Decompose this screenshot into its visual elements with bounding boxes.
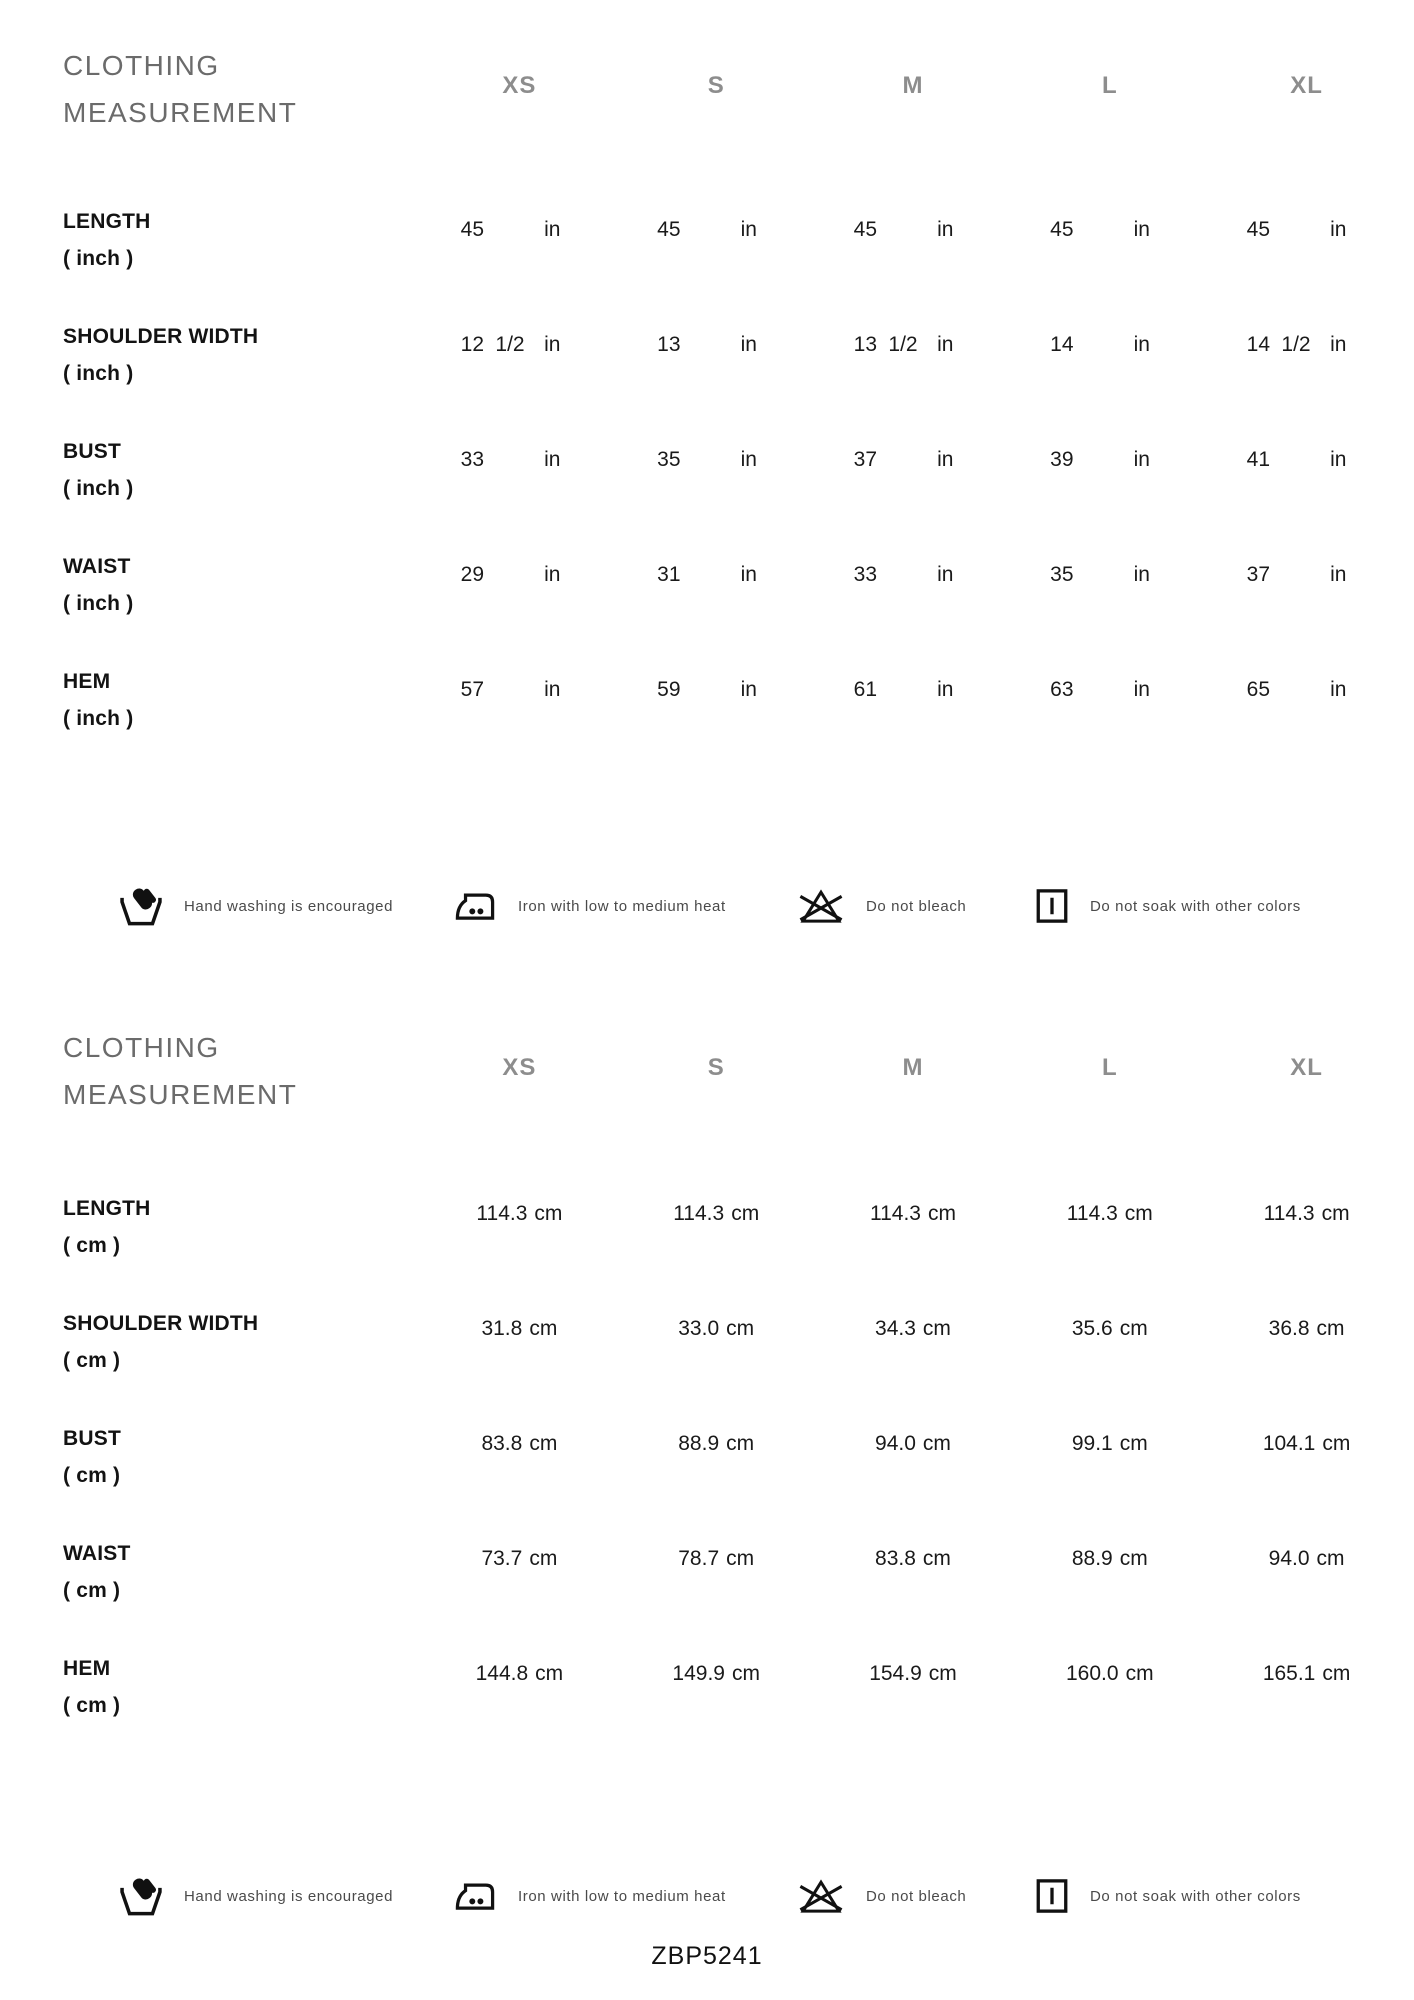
care-item-iron [452, 1873, 726, 1919]
do-not-soak-icon [1034, 1874, 1070, 1918]
value-unit: in [1133, 448, 1150, 471]
value-unit: cm [529, 1547, 558, 1570]
value-number: 88.9 [678, 1432, 720, 1455]
care-item-do-not-soak [1034, 1873, 1301, 1919]
measurement-cell [1011, 1547, 1208, 1571]
value-unit: in [1133, 218, 1150, 241]
measurement-cell [618, 1662, 815, 1686]
measurement-cell [1208, 1662, 1405, 1686]
care-label: Iron with low to medium heat [518, 1887, 726, 1905]
size-header-xl: XL [1290, 1054, 1323, 1081]
value-unit: in [1330, 218, 1347, 241]
care-instructions-row [0, 1873, 1414, 1919]
measurement-cell [815, 1317, 1012, 1341]
title-line-2: MEASUREMENT [63, 1079, 298, 1110]
row-label-unit: ( cm ) [63, 1579, 121, 1602]
value-unit: cm [731, 1662, 760, 1685]
value-fraction [681, 563, 733, 587]
value-unit: cm [726, 1317, 755, 1340]
value-unit: in [740, 448, 757, 471]
measurement-cell [421, 1432, 618, 1456]
value-number: 88.9 [1071, 1547, 1113, 1570]
value-number: 45 [460, 218, 484, 241]
value-unit: in [937, 333, 954, 356]
measurement-cell [1011, 1202, 1208, 1226]
row-label [63, 548, 133, 622]
row-label-name: HEM [63, 670, 111, 693]
row-label [63, 203, 151, 277]
value-fraction [877, 448, 929, 472]
measurement-cell [421, 1202, 618, 1226]
value-unit: cm [1125, 1662, 1154, 1685]
row-values [372, 563, 1355, 587]
value-number: 35.6 [1071, 1317, 1113, 1340]
product-code: ZBP5241 [651, 1942, 763, 1970]
value-unit: cm [731, 1202, 760, 1225]
do-not-bleach-icon [796, 884, 846, 928]
hand-wash-icon [118, 884, 164, 928]
value-unit: in [937, 678, 954, 701]
iron-icon [452, 1874, 498, 1918]
row-length-inch [0, 203, 1414, 283]
row-shoulder-width-cm [0, 1305, 1414, 1385]
value-number: 31.8 [481, 1317, 523, 1340]
size-header-xs: XS [502, 72, 537, 99]
value-number: 144.8 [475, 1662, 529, 1685]
care-label: Iron with low to medium heat [518, 897, 726, 915]
care-label: Hand washing is encouraged [184, 897, 394, 915]
iron-icon [452, 884, 498, 928]
value-unit: cm [1119, 1432, 1148, 1455]
value-unit: cm [1321, 1202, 1350, 1225]
value-number: 114.3 [476, 1202, 528, 1225]
row-label-name: BUST [63, 440, 121, 463]
row-label-unit: ( cm ) [63, 1694, 121, 1717]
row-label-unit: ( cm ) [63, 1234, 121, 1257]
value-unit: in [1330, 333, 1347, 356]
value-fraction [1074, 563, 1126, 587]
measurement-cell [1208, 1202, 1405, 1226]
value-fraction [484, 678, 536, 702]
value-number: 37 [1246, 563, 1270, 586]
measurement-cell [1011, 1432, 1208, 1456]
measurement-cell [421, 1662, 618, 1686]
value-unit: cm [1119, 1317, 1148, 1340]
care-label: Hand washing is encouraged [184, 1887, 394, 1905]
value-number: 35 [657, 448, 681, 471]
value-number: 33 [460, 448, 484, 471]
row-length-cm [0, 1190, 1414, 1270]
value-number: 57 [460, 678, 484, 701]
value-fraction [1074, 678, 1126, 702]
title-line-1: CLOTHING [63, 50, 220, 81]
value-fraction [877, 563, 929, 587]
value-unit: cm [529, 1432, 558, 1455]
value-fraction: 1/2 [888, 333, 918, 356]
measurement-cell [618, 1202, 815, 1226]
care-item-do-not-soak [1034, 883, 1301, 929]
value-unit: in [937, 563, 954, 586]
value-number: 114.3 [1263, 1202, 1315, 1225]
value-fraction [681, 678, 733, 702]
value-number: 45 [657, 218, 681, 241]
value-unit: cm [1316, 1547, 1345, 1570]
value-number: 114.3 [1066, 1202, 1118, 1225]
value-unit: cm [922, 1432, 951, 1455]
value-number: 104.1 [1262, 1432, 1316, 1455]
care-item-hand-wash [118, 1873, 393, 1919]
value-number: 45 [853, 218, 877, 241]
row-label-unit: ( inch ) [63, 247, 134, 270]
row-waist-inch [0, 548, 1414, 628]
hand-wash-icon [118, 1874, 164, 1918]
value-unit: cm [1316, 1317, 1345, 1340]
value-unit: in [1133, 678, 1150, 701]
value-number: 94.0 [1268, 1547, 1310, 1570]
size-chart-title-inch [63, 42, 297, 136]
value-number: 63 [1050, 678, 1074, 701]
value-fraction [681, 448, 733, 472]
row-bust-cm [0, 1420, 1414, 1500]
row-label [63, 663, 133, 737]
row-label [63, 1305, 258, 1379]
size-header-m: M [902, 72, 924, 99]
care-label: Do not bleach [866, 1887, 967, 1905]
row-label-unit: ( inch ) [63, 592, 134, 615]
row-label-name: SHOULDER WIDTH [63, 325, 259, 348]
value-unit: in [740, 333, 757, 356]
value-unit: in [1330, 563, 1347, 586]
size-header-l: L [1101, 1054, 1118, 1081]
title-line-2: MEASUREMENT [63, 97, 298, 128]
value-number: 160.0 [1066, 1662, 1119, 1685]
value-unit: in [1330, 678, 1347, 701]
value-number: 13 [853, 333, 877, 356]
care-label: Do not soak with other colors [1090, 1887, 1301, 1905]
value-unit: in [1133, 563, 1150, 586]
size-header-s: S [707, 72, 725, 99]
value-unit: in [740, 563, 757, 586]
value-number: 33 [853, 563, 877, 586]
row-hem-cm [0, 1650, 1414, 1730]
size-header-xl: XL [1290, 72, 1323, 99]
value-fraction [1270, 563, 1322, 587]
value-unit: in [544, 678, 561, 701]
value-fraction [877, 218, 929, 242]
value-number: 29 [460, 563, 484, 586]
row-label-unit: ( cm ) [63, 1349, 121, 1372]
size-header-l: L [1101, 72, 1118, 99]
value-unit: in [937, 218, 954, 241]
measurement-cell [421, 1317, 618, 1341]
measurement-cell [618, 1432, 815, 1456]
value-unit: in [544, 448, 561, 471]
row-label [63, 1535, 131, 1609]
care-item-iron [452, 883, 726, 929]
value-number: 73.7 [481, 1547, 523, 1570]
value-unit: in [544, 218, 561, 241]
row-label [63, 433, 133, 507]
row-values [421, 1662, 1405, 1686]
row-label-unit: ( cm ) [63, 1464, 121, 1487]
value-number: 114.3 [869, 1202, 921, 1225]
row-values [421, 1547, 1405, 1571]
row-shoulder-width-inch [0, 318, 1414, 398]
value-unit: in [544, 563, 561, 586]
value-fraction [1074, 448, 1126, 472]
value-fraction: 1/2 [495, 333, 525, 356]
row-values [421, 1432, 1405, 1456]
measurement-cell [1208, 1432, 1405, 1456]
value-number: 39 [1050, 448, 1074, 471]
value-fraction [1270, 218, 1322, 242]
value-number: 165.1 [1262, 1662, 1316, 1685]
value-number: 99.1 [1071, 1432, 1113, 1455]
row-label-name: BUST [63, 1427, 121, 1450]
value-number: 94.0 [875, 1432, 916, 1455]
measurement-cell [815, 1662, 1012, 1686]
value-number: 45 [1050, 218, 1074, 241]
value-number: 114.3 [673, 1202, 725, 1225]
value-number: 83.8 [481, 1432, 523, 1455]
value-unit: in [1330, 448, 1347, 471]
value-unit: cm [1322, 1662, 1351, 1685]
row-label-unit: ( inch ) [63, 477, 134, 500]
size-header-s: S [707, 1054, 725, 1081]
row-label-name: LENGTH [63, 1197, 151, 1220]
row-label-unit: ( inch ) [63, 362, 134, 385]
value-fraction [484, 563, 536, 587]
care-item-do-not-bleach [796, 1873, 966, 1919]
value-number: 65 [1246, 678, 1270, 701]
value-fraction [1074, 218, 1126, 242]
value-number: 31 [657, 563, 681, 586]
value-fraction [484, 218, 536, 242]
care-label: Do not soak with other colors [1090, 897, 1301, 915]
value-unit: cm [726, 1432, 755, 1455]
size-header-xs: XS [502, 1054, 537, 1081]
value-unit: cm [1322, 1432, 1351, 1455]
row-values [372, 218, 1355, 242]
value-unit: cm [534, 1202, 563, 1225]
care-item-do-not-bleach [796, 883, 966, 929]
value-number: 154.9 [869, 1662, 922, 1685]
row-values [372, 333, 1355, 357]
size-header-m: M [902, 1054, 924, 1081]
value-number: 59 [657, 678, 681, 701]
care-instructions-row [0, 883, 1414, 929]
row-label-name: WAIST [63, 1542, 131, 1565]
value-unit: cm [927, 1202, 956, 1225]
value-number: 14 [1050, 333, 1074, 356]
value-unit: cm [529, 1317, 558, 1340]
size-header-row-inch [421, 72, 1405, 100]
care-label: Do not bleach [866, 897, 967, 915]
measurement-cell [1011, 1662, 1208, 1686]
row-label-name: SHOULDER WIDTH [63, 1312, 259, 1335]
measurement-cell [815, 1432, 1012, 1456]
measurement-cell [1208, 1317, 1405, 1341]
row-values [421, 1317, 1405, 1341]
value-number: 35 [1050, 563, 1074, 586]
value-fraction [1074, 333, 1126, 357]
value-unit: cm [726, 1547, 755, 1570]
do-not-soak-icon [1034, 884, 1070, 928]
value-fraction [681, 333, 733, 357]
value-number: 14 [1246, 333, 1270, 356]
row-label-name: WAIST [63, 555, 131, 578]
row-values [372, 678, 1355, 702]
measurement-cell [1208, 1547, 1405, 1571]
value-number: 34.3 [875, 1317, 916, 1340]
value-number: 37 [853, 448, 877, 471]
measurement-cell [815, 1202, 1012, 1226]
measurement-cell [815, 1547, 1012, 1571]
value-fraction [1270, 678, 1322, 702]
value-unit: cm [922, 1547, 951, 1570]
row-values [421, 1202, 1405, 1226]
size-header-row-cm [421, 1054, 1405, 1082]
row-hem-inch [0, 663, 1414, 743]
row-bust-inch [0, 433, 1414, 513]
value-unit: cm [1119, 1547, 1148, 1570]
value-unit: in [544, 333, 561, 356]
row-label [63, 1650, 120, 1724]
value-fraction [681, 218, 733, 242]
measurement-cell [618, 1317, 815, 1341]
value-unit: in [740, 218, 757, 241]
measurement-cell [1011, 1317, 1208, 1341]
row-values [372, 448, 1355, 472]
value-number: 13 [657, 333, 681, 356]
value-number: 12 [460, 333, 484, 356]
value-fraction [484, 448, 536, 472]
value-fraction [1270, 448, 1322, 472]
row-label [63, 1190, 151, 1264]
value-unit: in [740, 678, 757, 701]
measurement-cell [618, 1547, 815, 1571]
title-line-1: CLOTHING [63, 1032, 220, 1063]
measurement-cell [421, 1547, 618, 1571]
value-number: 33.0 [678, 1317, 720, 1340]
row-label-name: HEM [63, 1657, 111, 1680]
size-chart-title-cm [63, 1024, 297, 1118]
value-unit: cm [928, 1662, 957, 1685]
value-unit: cm [535, 1662, 564, 1685]
row-label [63, 1420, 121, 1494]
care-item-hand-wash [118, 883, 393, 929]
value-number: 41 [1246, 448, 1270, 471]
value-fraction: 1/2 [1281, 333, 1311, 356]
value-unit: in [937, 448, 954, 471]
value-number: 45 [1246, 218, 1270, 241]
value-unit: cm [922, 1317, 951, 1340]
row-label-unit: ( inch ) [63, 707, 134, 730]
value-number: 36.8 [1268, 1317, 1310, 1340]
value-unit: cm [1124, 1202, 1153, 1225]
row-label-name: LENGTH [63, 210, 151, 233]
row-label [63, 318, 258, 392]
value-unit: in [1133, 333, 1150, 356]
do-not-bleach-icon [796, 1874, 846, 1918]
value-number: 149.9 [672, 1662, 725, 1685]
value-fraction [877, 678, 929, 702]
value-number: 83.8 [875, 1547, 916, 1570]
value-number: 61 [853, 678, 877, 701]
row-waist-cm [0, 1535, 1414, 1615]
value-number: 78.7 [678, 1547, 720, 1570]
